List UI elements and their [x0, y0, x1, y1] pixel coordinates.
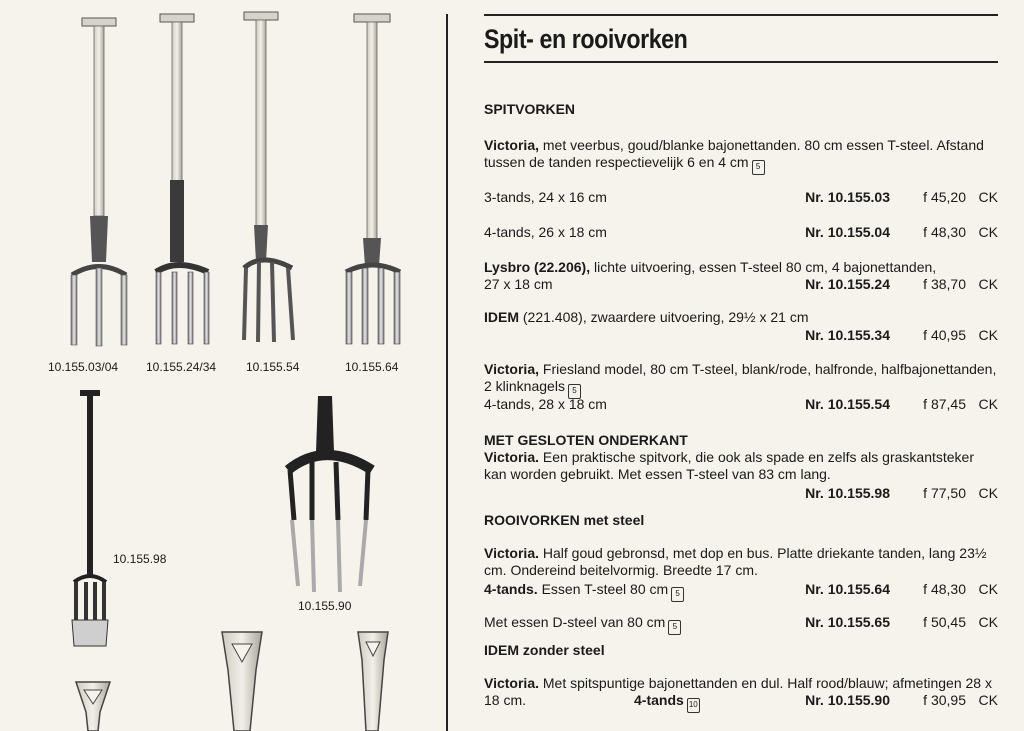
row-ck: CK: [978, 276, 998, 292]
product-name: Victoria,: [484, 361, 539, 377]
top-rule: [484, 14, 998, 16]
pack-icon: 10: [687, 698, 700, 713]
product-row: [484, 614, 998, 631]
lysbro-description: [484, 259, 998, 276]
row-price: f 50,45: [923, 614, 966, 630]
section-zonder-steel: IDEM zonder steel: [484, 642, 605, 658]
row-nr: Nr. 10.155.34: [805, 327, 890, 343]
product-text: (221.408), zwaardere uitvoering, 29½ x 21 cm: [519, 309, 809, 325]
gesloten-description: [484, 449, 998, 483]
row-sub: 4-tands.: [484, 581, 538, 597]
product-row: [484, 485, 998, 502]
row-ck: CK: [978, 224, 998, 240]
row-ck: CK: [978, 189, 998, 205]
row-price: f 87,45: [923, 396, 966, 412]
row-sub: 4-tands: [634, 692, 684, 708]
product-name: Victoria,: [484, 137, 539, 153]
caption-fork-3: 10.155.54: [246, 360, 300, 374]
section-gesloten: MET GESLOTEN ONDERKANT: [484, 432, 688, 448]
row-desc: [484, 581, 684, 602]
pack-icon: 5: [568, 384, 581, 399]
product-text: lichte uitvoering, essen T-steel 80 cm, 4 bajonettanden,: [590, 259, 937, 275]
caption-fork-5: 10.155.98: [113, 552, 167, 566]
row-ck: CK: [978, 614, 998, 630]
fork-10-155-98-icon: [72, 390, 108, 646]
row-price: f 40,95: [923, 327, 966, 343]
row-desc: 27 x 18 cm: [484, 276, 553, 292]
friesland-description: [484, 361, 998, 399]
product-text: met veerbus, goud/blanke bajonettanden. 80 cm essen T-steel. Afstand tussen de tanden respectievelijk 6 en 4 cm: [484, 137, 984, 170]
row-nr: Nr. 10.155.04: [805, 224, 890, 240]
product-text: Half goud gebronsd, met dop en bus. Platte driekante tanden, lang 23½ cm. Ondereind beitelvormig. Breedte 17 cm.: [484, 545, 987, 578]
d-handle-icon: [76, 632, 388, 731]
caption-fork-4: 10.155.64: [345, 360, 399, 374]
catalog-text-panel: [484, 0, 1000, 731]
pack-icon: 5: [668, 620, 681, 635]
row-nr: Nr. 10.155.64: [805, 581, 890, 597]
product-name: Victoria.: [484, 545, 539, 561]
fork-10-155-03-icon: [71, 18, 127, 346]
product-text: Friesland model, 80 cm T-steel, blank/rode, halfronde, halfbajonettanden, 2 klinknagels: [484, 361, 997, 394]
pack-icon: 5: [752, 160, 765, 175]
title-rule: [484, 61, 998, 63]
row-ck: CK: [978, 396, 998, 412]
row-nr: Nr. 10.155.54: [805, 396, 890, 412]
product-row: [484, 224, 998, 241]
section-spitvorken: SPITVORKEN: [484, 101, 576, 117]
product-text: Een praktische spitvork, die ook als spade en zelfs als graskantsteker kan worden gebruikt. Met essen T-steel van 83 cm lang.: [484, 449, 974, 482]
row-nr: Nr. 10.155.65: [805, 614, 890, 630]
row-desc: [634, 692, 700, 713]
fork-10-155-24-icon: [156, 14, 209, 344]
row-nr: Nr. 10.155.90: [805, 692, 890, 708]
caption-fork-2: 10.155.24/34: [146, 360, 217, 374]
product-name: Victoria.: [484, 449, 539, 465]
fork-10-155-90-icon: [288, 396, 372, 592]
row-ck: CK: [978, 485, 998, 501]
row-desc: 3-tands, 24 x 16 cm: [484, 189, 607, 205]
column-divider: [446, 14, 448, 731]
product-row: [484, 692, 998, 709]
row-ck: CK: [978, 327, 998, 343]
section-rooivorken: ROOIVORKEN met steel: [484, 512, 645, 528]
product-row: [484, 396, 998, 413]
page-title: Spit- en rooivorken: [484, 24, 688, 54]
idem-description: [484, 309, 998, 326]
pack-icon: 5: [671, 587, 684, 602]
product-row: [484, 276, 998, 293]
row-price: f 48,30: [923, 224, 966, 240]
row-subtext: Essen T-steel 80 cm: [537, 581, 669, 597]
row-desc: 4-tands, 26 x 18 cm: [484, 224, 607, 240]
fork-10-155-64-icon: [346, 14, 400, 344]
row-ck: CK: [978, 581, 998, 597]
product-row: [484, 189, 998, 206]
caption-fork-6: 10.155.90: [298, 599, 352, 613]
row-price: f 45,20: [923, 189, 966, 205]
row-nr: Nr. 10.155.98: [805, 485, 890, 501]
row-desc: 4-tands, 28 x 18 cm: [484, 396, 607, 412]
product-text: Met spitspuntige bajonettanden en dul. Half rood/blauw; afmetingen 28 x 18 cm.: [484, 675, 992, 708]
row-price: f 30,95: [923, 692, 966, 708]
fork-10-155-54-icon: [244, 12, 293, 342]
rooivork-description: [484, 545, 998, 579]
product-name: Lysbro (22.206),: [484, 259, 591, 275]
caption-fork-1: 10.155.03/04: [48, 360, 119, 374]
illustration-panel: [0, 0, 446, 731]
product-name: Victoria.: [484, 675, 539, 691]
victoria-spitvork-description: [484, 137, 998, 175]
row-price: f 48,30: [923, 581, 966, 597]
row-desc-text: Met essen D-steel van 80 cm: [484, 614, 666, 630]
row-ck: CK: [978, 692, 998, 708]
product-row: [484, 327, 998, 344]
product-name: IDEM: [484, 309, 519, 325]
row-nr: Nr. 10.155.24: [805, 276, 890, 292]
row-price: f 77,50: [923, 485, 966, 501]
row-price: f 38,70: [923, 276, 966, 292]
row-nr: Nr. 10.155.03: [805, 189, 890, 205]
product-row: [484, 581, 998, 598]
row-desc: [484, 614, 681, 635]
